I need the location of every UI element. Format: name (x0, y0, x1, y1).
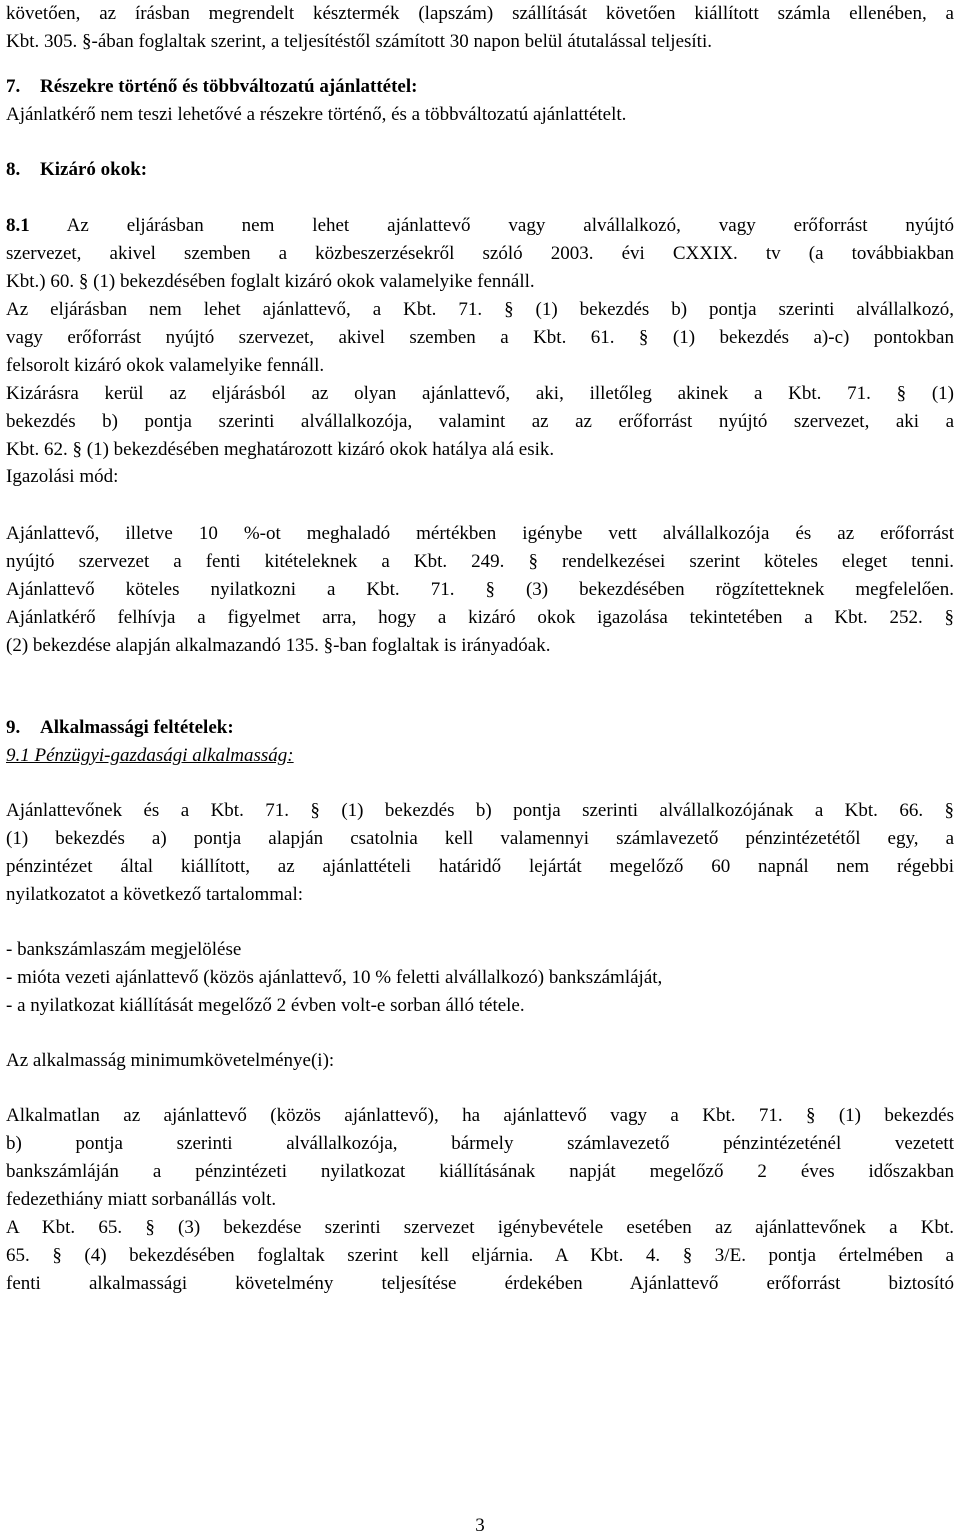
text-line: fedezethiány miatt sorbanállás volt. (6, 1189, 277, 1210)
text-line: Kbt. 305. §-ában foglaltak szerint, a teljesítéstől számított 30 napon belül átutalással teljesíti. (6, 31, 712, 52)
section-9-heading (6, 714, 954, 742)
intro-paragraph (6, 0, 954, 56)
text-line: nyilatkozatot a következő tartalommal: (6, 884, 304, 905)
text-line (6, 212, 954, 240)
paragraph-8-exclusion (6, 380, 954, 464)
subsection-title: 9.1 Pénzügyi-gazdasági alkalmasság: (6, 745, 294, 766)
list-item: - bankszámlaszám megjelölése (6, 939, 242, 960)
text-line: szervezet, akivel szemben a közbeszerzésekről szóló 2003. évi CXXIX. tv (a továbbiakban (6, 243, 954, 264)
text-line: Az eljárásban nem lehet ajánlattevő, a Kbt. 71. § (1) bekezdés b) pontja szerinti alvállalkozó, (6, 299, 954, 320)
text-line: Kizárásra kerül az eljárásból az olyan ajánlattevő, aki, illetőleg akinek a Kbt. 71. § (1) (6, 383, 954, 404)
text-line: bankszámláján a pénzintézeti nyilatkozat kiállításának napját megelőző 2 éves időszakban (6, 1161, 954, 1182)
list-item: - a nyilatkozat kiállítását megelőző 2 évben volt-e sorban álló tétele. (6, 995, 525, 1016)
text-line: b) pontja szerinti alvállalkozója, bármely számlavezető pénzintézeténél vezetett (6, 1133, 954, 1154)
text-line: követően, az írásban megrendelt késztermék (lapszám) szállítását követően kiállított számla ellenében, a (6, 3, 954, 24)
text-line: Ajánlattevőnek és a Kbt. 71. § (1) bekezdés b) pontja szerinti alvállalkozójának a Kbt. 66. § (6, 800, 954, 821)
page-number: 3 (475, 1515, 485, 1536)
text-line: Ajánlatkérő felhívja a figyelmet arra, hogy a kizáró okok igazolása tekintetében a Kbt. 252. § (6, 607, 954, 628)
section-7-heading (6, 73, 954, 101)
text-line: (1) bekezdés a) pontja alapján csatolnia kell valamennyi számlavezető pénzintézetétől egy, a (6, 828, 954, 849)
paragraph-minimum-requirements (6, 1102, 954, 1214)
text-line: nyújtó szervezet a fenti kitételeknek a Kbt. 249. § rendelkezései szerint köteles eleget tenni. (6, 551, 954, 572)
subsection-number: 8.1 (6, 215, 30, 236)
section-number: 9. (6, 717, 21, 738)
section-title: Részekre történő és többváltozatú ajánlattétel: (40, 76, 418, 97)
list-item: - mióta vezeti ajánlattevő (közös ajánlattevő, 10 % feletti alvállalkozó) bankszámláját, (6, 967, 663, 988)
text-line: Kbt. 62. § (1) bekezdésében meghatározott kizáró okok hatálya alá esik. (6, 439, 555, 460)
text-line: Ajánlattevő köteles nyilatkozni a Kbt. 71. § (3) bekezdésében rögzítetteknek megfelelően. (6, 579, 954, 600)
section-7-text: Ajánlatkérő nem teszi lehetővé a részekre történő, és a többváltozatú ajánlattételt. (6, 104, 627, 125)
paragraph-resource-provider (6, 1214, 954, 1298)
igazolas-label: Igazolási mód: (6, 466, 119, 487)
paragraph-9-1 (6, 797, 954, 909)
section-number: 8. (6, 159, 21, 180)
paragraph-8-exclusion-subcontractor (6, 296, 954, 380)
section-title: Alkalmassági feltételek: (40, 717, 234, 738)
text-line: felsorolt kizáró okok valamelyike fennáll. (6, 355, 325, 376)
section-8-heading (6, 156, 954, 184)
section-title: Kizáró okok: (40, 159, 148, 180)
text-line: Ajánlattevő, illetve 10 %-ot meghaladó mértékben igénybe vett alvállalkozója és az erőforrást (6, 523, 954, 544)
text-line: pénzintézet által kiállított, az ajánlattételi határidő lejártát megelőző 60 napnál nem régebbi (6, 856, 954, 877)
text-line: A Kbt. 65. § (3) bekezdése szerinti szervezet igénybevétele esetében az ajánlattevőnek a Kbt. (6, 1217, 954, 1238)
section-number: 7. (6, 76, 21, 97)
text-line: 65. § (4) bekezdésében foglaltak szerint kell eljárnia. A Kbt. 4. § 3/E. pontja értelmében a (6, 1245, 954, 1266)
minimum-requirements-label: Az alkalmasság minimumkövetelménye(i): (6, 1050, 335, 1071)
statement-content-list (6, 936, 954, 1020)
text-line: Alkalmatlan az ajánlattevő (közös ajánlattevő), ha ajánlattevő vagy a Kbt. 71. § (1) bekezdés (6, 1105, 954, 1126)
text-line: fenti alkalmassági követelmény teljesítése érdekében Ajánlattevő erőforrást biztosító (6, 1273, 954, 1294)
text-line: bekezdés b) pontja szerinti alvállalkozója, valamint az az erőforrást nyújtó szervezet, aki a (6, 411, 954, 432)
text-line: (2) bekezdése alapján alkalmazandó 135. §-ban foglaltak is irányadóak. (6, 635, 551, 656)
paragraph-igazolas (6, 520, 954, 660)
paragraph-8-1 (6, 212, 954, 296)
text-line: vagy erőforrást nyújtó szervezet, akivel szemben a Kbt. 61. § (1) bekezdés a)-c) pontokban (6, 327, 954, 348)
text-line: Kbt.) 60. § (1) bekezdésében foglalt kizáró okok valamelyike fennáll. (6, 271, 535, 292)
text-span: Az eljárásban nem lehet ajánlattevő vagy alvállalkozó, vagy erőforrást nyújtó (29, 215, 954, 236)
subsection-9-1-heading (6, 742, 954, 770)
